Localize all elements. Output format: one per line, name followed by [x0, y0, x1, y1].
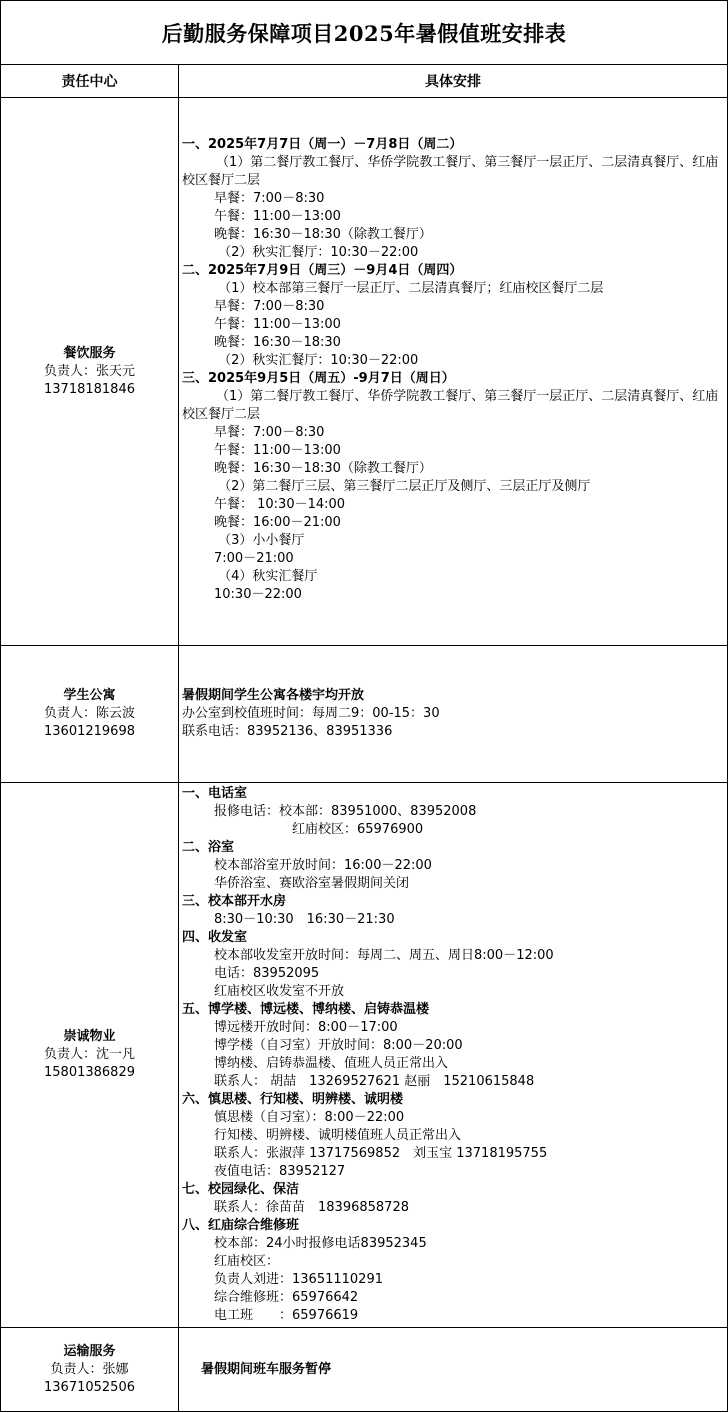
schedule-line: 校本部收发室开放时间：每周二、周五、周日8:00－12:00 — [214, 948, 554, 963]
schedule-line: 校本部：24小时报修电话83952345 — [214, 1236, 427, 1251]
section-heading: 三、校本部开水房 — [182, 894, 287, 909]
schedule-line: 博纳楼、启铸恭温楼、值班人员正常出入 — [214, 1056, 449, 1071]
schedule-line: （3）小小餐厅 — [214, 533, 305, 548]
section-heading: 五、博学楼、博远楼、博纳楼、启铸恭温楼 — [182, 1002, 430, 1017]
schedule-line: 早餐：7:00－8:30 — [214, 191, 325, 206]
schedule-line: （2）秋实汇餐厅：10:30－22:00 — [214, 245, 419, 260]
schedule-line: 晚餐：16:30－18:30（除教工餐厅） — [214, 227, 432, 242]
section-heading: 一、2025年7月7日（周一）－7月8日（周二） — [182, 137, 463, 152]
header-center: 责任中心 — [1, 65, 179, 98]
center-phone: 13601219698 — [44, 724, 135, 739]
center-name: 运输服务 — [63, 1343, 116, 1359]
schedule-line: 电话：83952095 — [214, 966, 320, 981]
schedule-line: 华侨浴室、赛欧浴室暑假期间关闭 — [214, 876, 410, 891]
center-name: 餐饮服务 — [63, 345, 116, 361]
arrangement-catering — [179, 98, 728, 646]
section-heading: 二、浴室 — [182, 840, 235, 855]
row-transport — [1, 1328, 728, 1412]
center-leader: 负责人：张娜 — [50, 1361, 129, 1377]
schedule-line: 7:00－21:00 — [214, 551, 294, 566]
section-heading: 七、校园绿化、保洁 — [182, 1182, 300, 1197]
center-phone: 15801386829 — [44, 1065, 135, 1080]
schedule-line: 办公室到校值班时间：每周二9：00-15：30 — [182, 706, 440, 721]
center-leader: 负责人：张天元 — [43, 363, 135, 379]
schedule-line: 负责人刘进：13651110291 — [214, 1272, 383, 1287]
schedule-line: 午餐：11:00－13:00 — [214, 317, 341, 332]
section-heading: 二、2025年7月9日（周三）－9月4日（周四） — [182, 263, 463, 278]
center-phone: 13671052506 — [44, 1379, 135, 1395]
schedule-line: 博学楼（自习室）开放时间：8:00－20:00 — [214, 1038, 463, 1053]
schedule-line: 联系人： 胡喆 13269527621 赵丽 15210615848 — [214, 1074, 535, 1089]
center-name: 学生公寓 — [63, 688, 116, 703]
schedule-line: （2）秋实汇餐厅：10:30－22:00 — [214, 353, 419, 368]
center-catering — [1, 98, 179, 646]
schedule-line: 红庙校区：65976900 — [292, 822, 424, 837]
section-heading: 六、慎思楼、行知楼、明辨楼、诚明楼 — [182, 1092, 404, 1107]
section-heading: 四、收发室 — [182, 930, 248, 945]
arrangement-transport — [179, 1328, 728, 1412]
header-arrangement: 具体安排 — [179, 65, 728, 98]
schedule-line: 报修电话：校本部：83951000、83952008 — [214, 804, 477, 819]
schedule-line: 博远楼开放时间：8:00－17:00 — [214, 1020, 398, 1035]
schedule-line: （1）第二餐厅教工餐厅、华侨学院教工餐厅、第三餐厅一层正厅、二层清真餐厅、红庙校区餐厅二层 — [182, 155, 719, 188]
center-dorm — [1, 646, 179, 783]
schedule-line: 夜值电话：83952127 — [214, 1164, 346, 1179]
schedule-line: （1）校本部第三餐厅一层正厅、二层清真餐厅；红庙校区餐厅二层 — [214, 281, 604, 296]
schedule-line: 红庙校区收发室不开放 — [214, 984, 345, 999]
arrangement-property — [179, 783, 728, 1328]
schedule-line: 电工班 ：65976619 — [214, 1308, 359, 1323]
row-catering — [1, 98, 728, 646]
section-heading: 八、红庙综合维修班 — [182, 1218, 300, 1233]
center-leader: 负责人：沈一凡 — [43, 1047, 135, 1062]
schedule-line: 行知楼、明辨楼、诚明楼值班人员正常出入 — [214, 1128, 462, 1143]
schedule-line: 早餐：7:00－8:30 — [214, 299, 325, 314]
arrangement-dorm — [179, 646, 728, 783]
schedule-line: （4）秋实汇餐厅 — [214, 569, 318, 584]
schedule-line: 午餐： 10:30－14:00 — [214, 497, 346, 512]
schedule-line: 联系人：张淑萍 13717569852 刘玉宝 13718195755 — [214, 1146, 548, 1161]
row-dorm — [1, 646, 728, 783]
section-heading: 暑假期间班车服务暂停 — [201, 1361, 332, 1377]
page-title: 后勤服务保障项目2025年暑假值班安排表 — [1, 1, 728, 65]
schedule-line: 10:30－22:00 — [214, 587, 302, 602]
section-heading: 一、电话室 — [182, 786, 248, 801]
schedule-line: 综合维修班：65976642 — [214, 1290, 359, 1305]
center-leader: 负责人：陈云波 — [43, 706, 135, 721]
schedule-line: 早餐：7:00－8:30 — [214, 425, 325, 440]
schedule-line: 联系电话：83952136、83951336 — [182, 724, 393, 739]
schedule-line: 午餐：11:00－13:00 — [214, 443, 341, 458]
schedule-line: 8:30－10:30 16:30－21:30 — [214, 912, 395, 927]
schedule-line: 联系人：徐苗苗 18396858728 — [214, 1200, 409, 1215]
center-transport — [1, 1328, 179, 1412]
center-name: 崇诚物业 — [63, 1029, 116, 1044]
row-property — [1, 783, 728, 1328]
schedule-line: （1）第二餐厅教工餐厅、华侨学院教工餐厅、第三餐厅一层正厅、二层清真餐厅、红庙校区餐厅二层 — [182, 389, 719, 422]
schedule-line: 午餐：11:00－13:00 — [214, 209, 341, 224]
section-heading: 暑假期间学生公寓各楼宇均开放 — [182, 688, 365, 703]
schedule-line: 慎思楼（自习室）：8:00－22:00 — [214, 1110, 405, 1125]
schedule-line: 晚餐：16:30－18:30（除教工餐厅） — [214, 461, 432, 476]
center-property — [1, 783, 179, 1328]
schedule-line: 红庙校区： — [214, 1254, 280, 1269]
schedule-line: 晚餐：16:00－21:00 — [214, 515, 341, 530]
schedule-line: 校本部浴室开放时间：16:00－22:00 — [214, 858, 432, 873]
section-heading: 三、2025年9月5日（周五）-9月7日（周日） — [182, 371, 455, 386]
schedule-line: 晚餐：16:30－18:30 — [214, 335, 341, 350]
center-phone: 13718181846 — [44, 381, 135, 397]
schedule-line: （2）第二餐厅三层、第三餐厅二层正厅及侧厅、三层正厅及侧厅 — [214, 479, 591, 494]
